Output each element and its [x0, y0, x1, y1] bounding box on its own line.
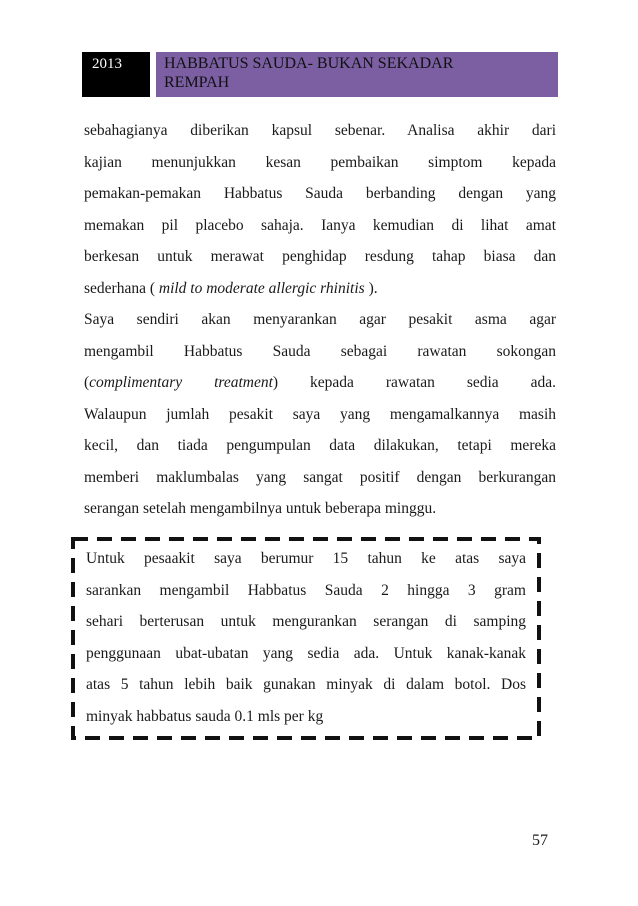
body-line: sebahagianya diberikan kapsul sebenar. Analisa akhir dari	[84, 122, 556, 139]
body-line: memberi maklumbalas yang sangat positif dengan berkurangan	[84, 468, 556, 486]
callout-line: sarankan mengambil Habbatus Sauda 2 hingga 3 gram	[86, 581, 526, 599]
italic-term: complimentary treatment	[89, 374, 273, 391]
body-line: memakan pil placebo sahaja. Ianya kemudian di lihat amat	[84, 216, 556, 234]
body-line: kajian menunjukkan kesan pembaikan simptom kepada	[84, 153, 556, 171]
callout-line: minyak habbatus sauda 0.1 mls per kg	[86, 707, 324, 725]
body-line: Saya sendiri akan menyarankan agar pesakit asma agar	[84, 311, 556, 328]
body-text-fragment: (	[84, 374, 90, 391]
dosage-callout-box	[71, 537, 541, 740]
body-line	[84, 273, 556, 305]
body-text-fragment: ).	[364, 279, 378, 297]
body-line: pemakan-pemakan Habbatus Sauda berbanding dengan yang	[84, 185, 556, 202]
header-year: 2013	[82, 52, 150, 97]
body-line: berkesan untuk merawat penghidap resdung tahap biasa dan	[84, 248, 556, 265]
header-title	[156, 52, 558, 97]
body-text-fragment: ) kepada rawatan sedia ada.	[272, 374, 556, 391]
header-title-line2: REMPAH	[164, 74, 230, 91]
callout-line: Untuk pesaakit saya berumur 15 tahun ke atas saya	[86, 550, 526, 567]
body-line: serangan setelah mengambilnya untuk beberapa minggu.	[84, 500, 437, 517]
callout-text	[86, 543, 526, 732]
body-text-fragment: sederhana (	[84, 279, 159, 297]
italic-term: mild to moderate allergic rhinitis	[158, 279, 365, 297]
body-line: Walaupun jumlah pesakit saya yang mengamalkannya masih	[84, 405, 556, 423]
callout-line: sehari berterusan untuk mengurankan serangan di samping	[86, 613, 526, 630]
body-line: kecil, dan tiada pengumpulan data dilakukan, tetapi mereka	[84, 437, 556, 454]
callout-line: atas 5 tahun lebih baik gunakan minyak di dalam botol. Dos	[86, 676, 526, 693]
callout-line: penggunaan ubat-ubatan yang sedia ada. Untuk kanak-kanak	[86, 644, 526, 662]
body-paragraph-1	[84, 115, 556, 525]
body-line	[84, 367, 556, 399]
body-line: mengambil Habbatus Sauda sebagai rawatan sokongan	[84, 342, 556, 360]
page-number: 57	[532, 832, 548, 849]
header-title-line1: HABBATUS SAUDA- BUKAN SEKADAR	[164, 55, 454, 72]
page-header	[82, 52, 558, 97]
